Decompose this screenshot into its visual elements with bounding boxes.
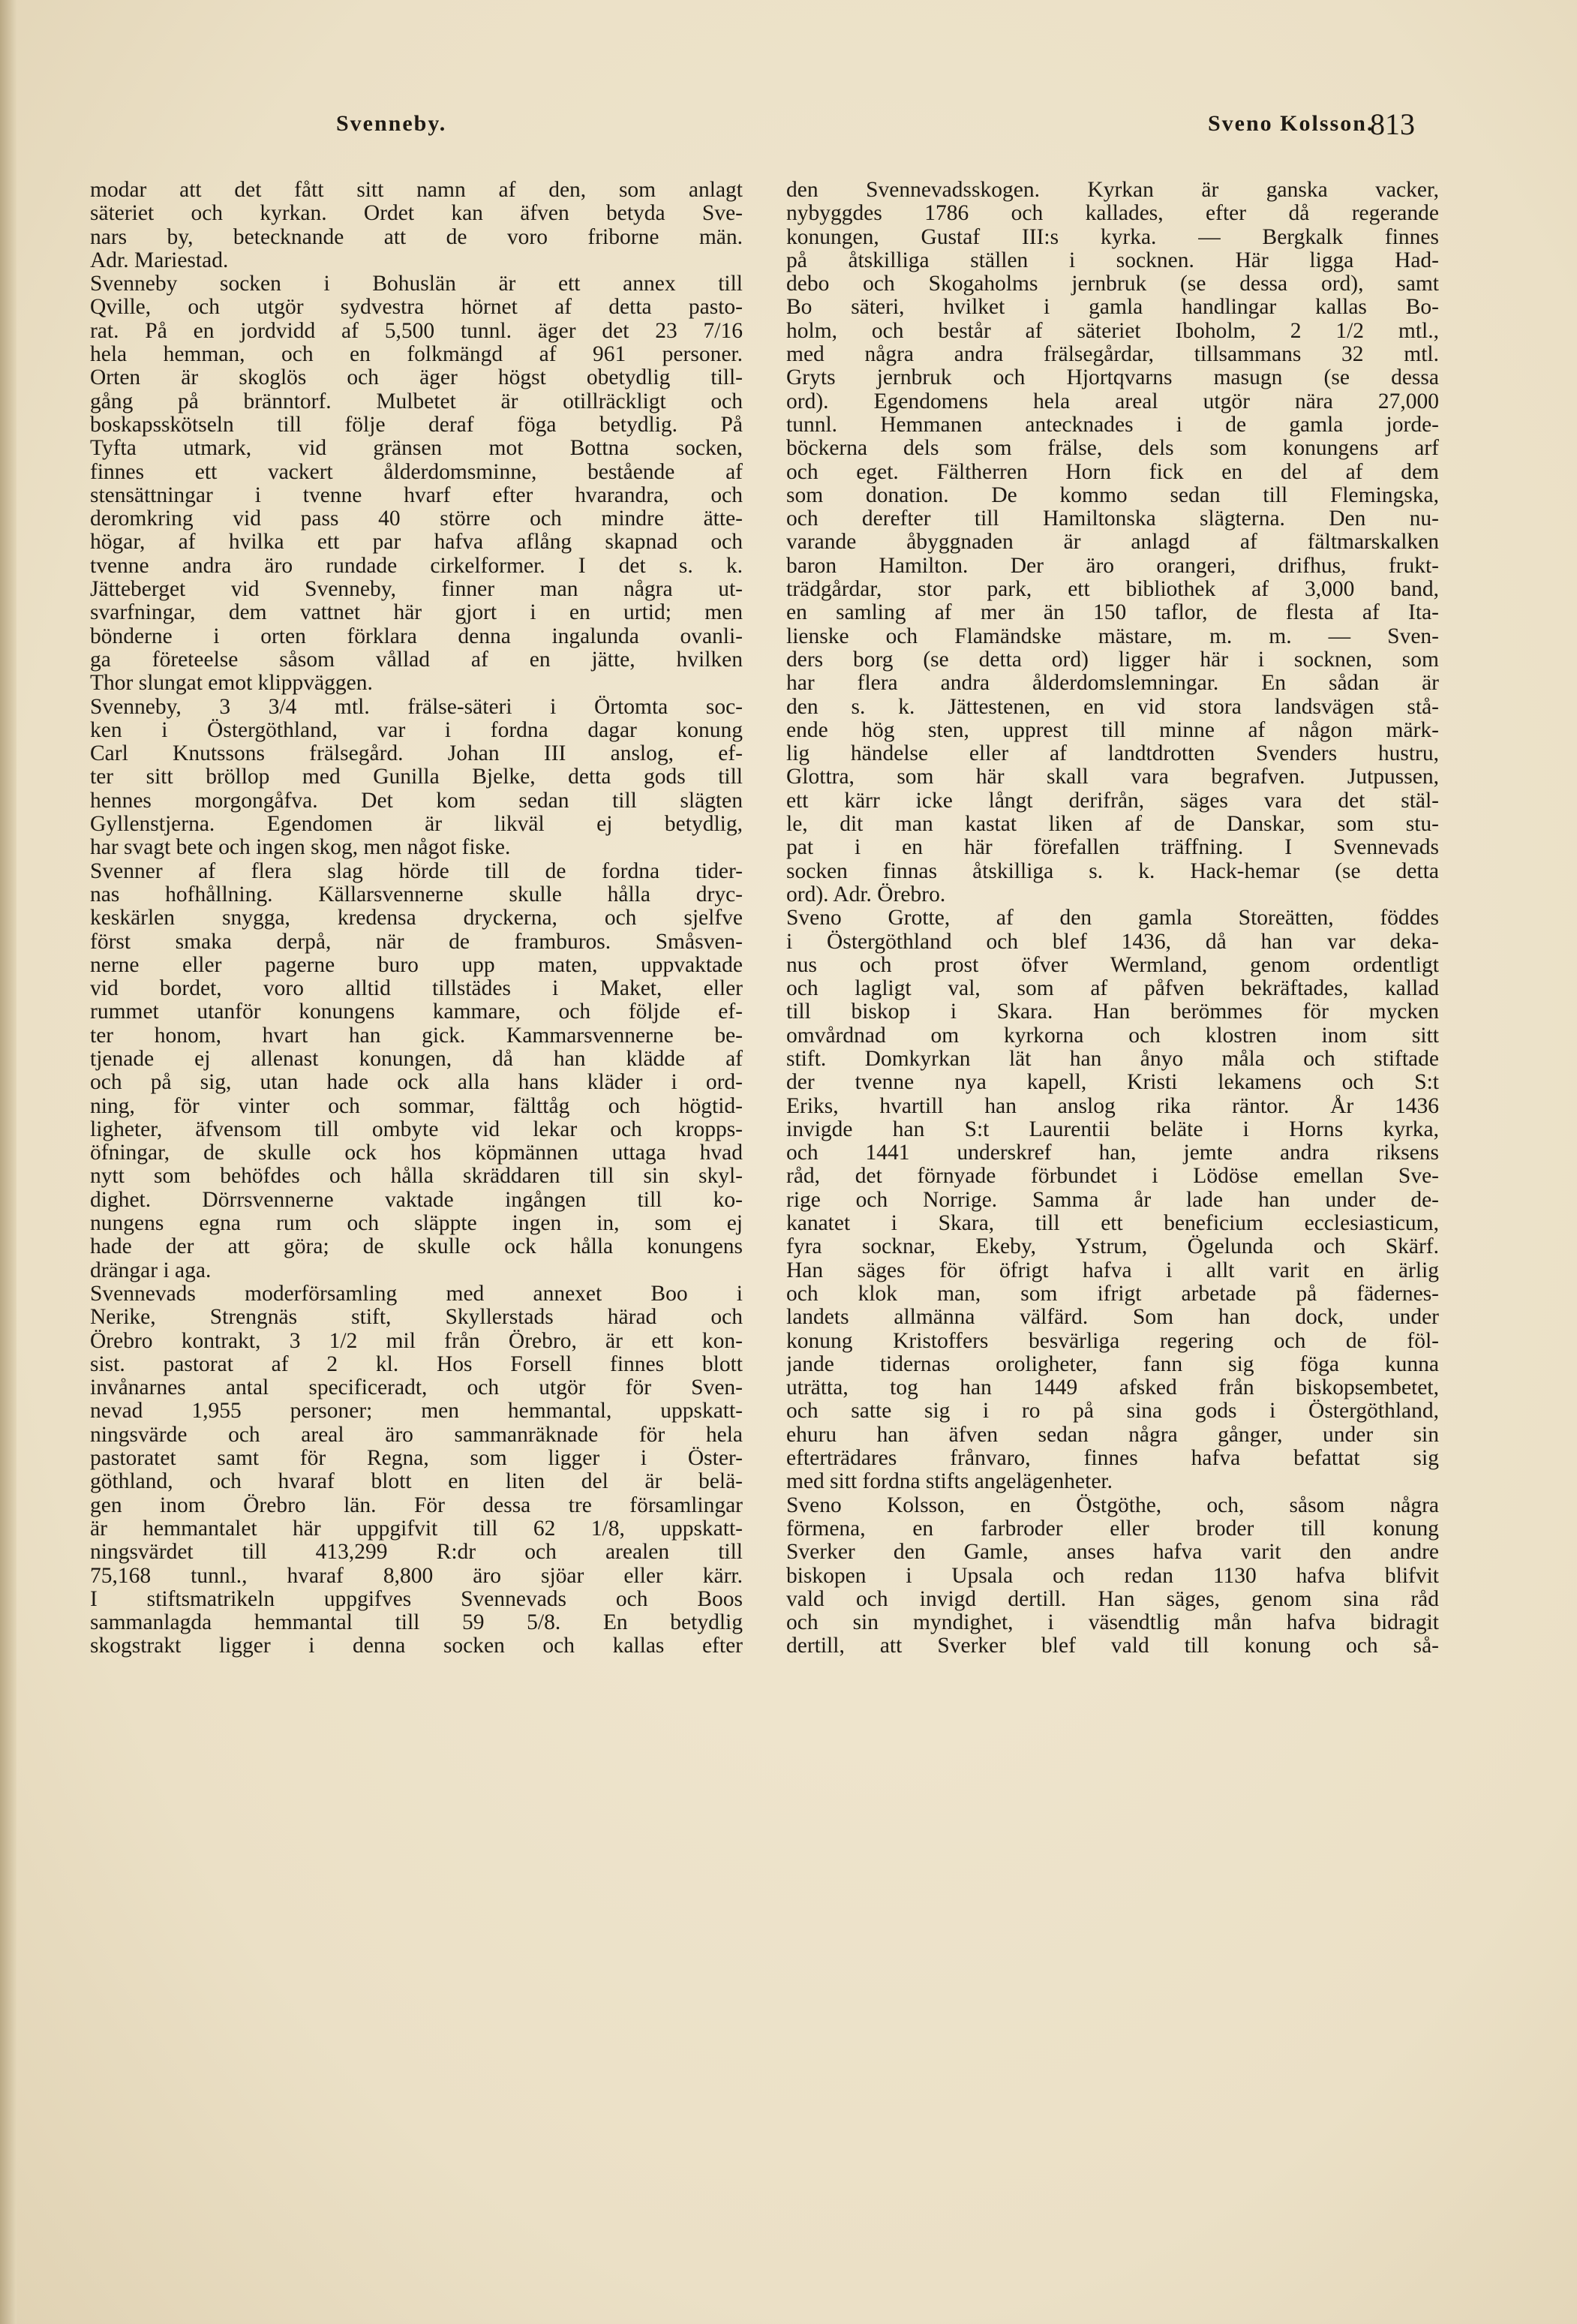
text-line: jande tidernas oroligheter, fann sig föga kunna <box>786 1352 1439 1376</box>
page-number: 813 <box>1370 107 1415 141</box>
text-line: ders borg (se detta ord) ligger här i socknen, som <box>786 648 1439 672</box>
text-line: öfningar, de skulle ock hos köpmännen uttaga hvad <box>90 1141 743 1165</box>
text-line: rat. På en jordvidd af 5,500 tunnl. äger det 23 7/16 <box>90 319 743 343</box>
text-line: trädgårdar, stor park, ett bibliothek af 3,000 band, <box>786 578 1439 602</box>
text-line: Orten är skoglös och äger högst obetydlig till- <box>90 366 743 390</box>
text-line: hela hemman, och en folkmängd af 961 personer. <box>90 343 743 367</box>
text-line: konungen, Gustaf III:s kyrka. — Bergkalk finnes <box>786 225 1439 249</box>
text-column-right <box>786 179 1439 1658</box>
text-line: Carl Knutssons frälsegård. Johan III anslog, ef- <box>90 742 743 766</box>
text-line: till biskop i Skara. Han berömmes för mycken <box>786 1000 1439 1024</box>
text-line: dertill, att Sverker blef vald till konung och så- <box>786 1634 1439 1658</box>
text-line: Svennevads moderförsamling med annexet Boo i <box>90 1282 743 1306</box>
text-line: biskopen i Upsala och redan 1130 hafva blifvit <box>786 1564 1439 1588</box>
text-line: rummet utanför konungens kammare, och följde ef- <box>90 1000 743 1024</box>
text-line: omvårdnad om kyrkorna och klostren inom sitt <box>786 1024 1439 1048</box>
text-line: Adr. Mariestad. <box>90 248 229 272</box>
text-line: ligheter, äfvensom till ombyte vid lekar och kropps- <box>90 1117 743 1141</box>
text-line: Örebro kontrakt, 3 1/2 mil från Örebro, är ett kon- <box>90 1329 743 1353</box>
text-line: är hemmantalet här uppgifvit till 62 1/8, uppskatt- <box>90 1517 743 1541</box>
text-line: tunnl. Hemmanen antecknades i de gamla jorde- <box>786 413 1439 437</box>
text-line: hennes morgongåfva. Det kom sedan till slägten <box>90 789 743 813</box>
text-line: fyra socknar, Ekeby, Ystrum, Ögelunda och Skärf. <box>786 1235 1439 1259</box>
text-line: kanatet i Skara, till ett beneficium ecclesiasticum, <box>786 1212 1439 1236</box>
text-line: Svenneby socken i Bohuslän är ett annex till <box>90 272 743 296</box>
text-line: tvenne andra äro rundade cirkelformer. I det s. k. <box>90 554 743 578</box>
text-line: ehuru han äfven sedan några gånger, under sin <box>786 1423 1439 1447</box>
text-line: varande åbyggnaden är anlagd af fältmarskalken <box>786 531 1439 555</box>
text-line: nus och prost öfver Wermland, genom ordentligt <box>786 953 1439 977</box>
text-line: ken i Östergöthland, var i fordna dagar konung <box>90 718 743 742</box>
text-line: har flera andra ålderdomslemningar. En sådan är <box>786 672 1439 696</box>
text-line: nas hofhållning. Källarsvennerne skulle hålla dryc- <box>90 882 743 906</box>
text-line: Eriks, hvartill han anslog rika räntor. År 1436 <box>786 1094 1439 1118</box>
text-line: ord). Adr. Örebro. <box>786 882 946 906</box>
text-line: landets allmänna välfärd. Som han dock, under <box>786 1306 1439 1330</box>
text-line: med några andra frälsegårdar, tillsammans 32 mtl. <box>786 343 1439 367</box>
text-line: förmena, en farbroder eller broder till konung <box>786 1517 1439 1541</box>
text-line: le, dit man kastat liken af de Danskar, som stu- <box>786 813 1439 837</box>
text-line: och eget. Fältherren Horn fick en del af dem <box>786 460 1439 484</box>
text-line: gång på bränntorf. Mulbetet är otillräckligt och <box>90 389 743 413</box>
text-line: pastoratet samt för Regna, som ligger i Öster- <box>90 1447 743 1471</box>
text-line: boskapsskötseln till följe deraf föga betydlig. På <box>90 413 743 437</box>
text-line: skogstrakt ligger i denna socken och kallas efter <box>90 1634 743 1658</box>
text-line: nevad 1,955 personer; men hemmantal, uppskatt- <box>90 1400 743 1424</box>
text-line: Svenner af flera slag hörde till de fordna tider- <box>90 859 743 883</box>
text-line: Sveno Grotte, af den gamla Storeätten, föddes <box>786 906 1439 931</box>
text-line: invånarnes antal specificeradt, och utgör för Sven- <box>90 1376 743 1400</box>
text-line: vid bordet, voro alltid tillstädes i Maket, eller <box>90 977 743 1001</box>
text-line: bönderne i orten förklara denna ingalunda ovanli- <box>90 624 743 648</box>
text-line: keskärlen snygga, kredensa dryckerna, och sjelfve <box>90 906 743 931</box>
text-line: och klok man, som ifrigt arbetade på fädernes- <box>786 1282 1439 1306</box>
text-line: Tyfta utmark, vid gränsen mot Bottna socken, <box>90 437 743 461</box>
text-line: modar att det fått sitt namn af den, som anlagt <box>90 179 743 202</box>
text-line: en samling af mer än 150 taflor, de flesta af Ita- <box>786 601 1439 625</box>
text-line: holm, och består af säteriet Iboholm, 2 1/2 mtl., <box>786 319 1439 343</box>
text-line: Sveno Kolsson, en Östgöthe, och, såsom några <box>786 1493 1439 1517</box>
header-right-word: Sveno Kolsson. <box>1208 111 1374 136</box>
text-line: nars by, betecknande att de voro friborne män. <box>90 225 743 249</box>
text-line: rige och Norrige. Samma år lade han under de- <box>786 1188 1439 1212</box>
text-line: som donation. De kommo sedan till Flemingska, <box>786 483 1439 507</box>
text-line: den Svennevadsskogen. Kyrkan är ganska vacker, <box>786 179 1439 202</box>
text-line: hade der att göra; de skulle ock hålla konungens <box>90 1235 743 1259</box>
text-line: Han säges för öfrigt hafva i allt varit en ärlig <box>786 1258 1439 1282</box>
text-line: den s. k. Jättestenen, en vid stora landsvägen stå- <box>786 695 1439 719</box>
text-line: i Östergöthland och blef 1436, då han var deka- <box>786 930 1439 954</box>
text-line: 75,168 tunnl., hvaraf 8,800 äro sjöar eller kärr. <box>90 1564 743 1588</box>
text-line: och på sig, utan hade ock alla hans kläder i ord- <box>90 1071 743 1095</box>
text-line: vald och invigd dertill. Han säges, genom sina råd <box>786 1587 1439 1611</box>
text-line: och derefter till Hamiltonska slägterna. Den nu- <box>786 507 1439 531</box>
text-line: ningsvärdet till 413,299 R:dr och arealen till <box>90 1541 743 1565</box>
text-line: ningsvärde och areal äro sammanräknade för hela <box>90 1423 743 1447</box>
text-line: nerne eller pagerne buro upp maten, uppvaktade <box>90 953 743 977</box>
text-line: Gryts jernbruk och Hjortqvarns masugn (se dessa <box>786 366 1439 390</box>
text-line: invigde han S:t Laurentii beläte i Horns kyrka, <box>786 1117 1439 1141</box>
text-line: ett kärr icke långt derifrån, säges vara det stäl- <box>786 789 1439 813</box>
text-line: stift. Domkyrkan lät han ånyo måla och stiftade <box>786 1047 1439 1071</box>
text-line: Thor slungat emot klippväggen. <box>90 672 373 696</box>
text-line: drängar i aga. <box>90 1258 212 1282</box>
text-line: stensättningar i tvenne hvarf efter hvarandra, och <box>90 483 743 507</box>
header-left-word: Svenneby. <box>336 111 447 136</box>
text-line: har svagt bete och ingen skog, men något fiske. <box>90 836 511 860</box>
text-line: och sin myndighet, i väsendtlig mån hafva bidragit <box>786 1611 1439 1635</box>
text-line: ga företeelse såsom vållad af en jätte, hvilken <box>90 648 743 672</box>
text-line: I stiftsmatrikeln uppgifves Svennevads och Boos <box>90 1587 743 1611</box>
text-line: ende hög sten, upprest till minne af någon märk- <box>786 718 1439 742</box>
text-line: konung Kristoffers besvärliga regering och de föl- <box>786 1329 1439 1353</box>
text-line: Sverker den Gamle, anses hafva varit den andre <box>786 1541 1439 1565</box>
text-line: sist. pastorat af 2 kl. Hos Forsell finnes blott <box>90 1352 743 1376</box>
text-line: nybyggdes 1786 och kallades, efter då regerande <box>786 202 1439 226</box>
text-line: der tvenne nya kapell, Kristi lekamens och S:t <box>786 1071 1439 1095</box>
text-line: finnes ett vackert ålderdomsminne, bestående af <box>90 460 743 484</box>
running-header <box>0 107 1577 156</box>
text-line: sammanlagda hemmantal till 59 5/8. En betydlig <box>90 1611 743 1635</box>
text-line: pat i en här förefallen träffning. I Svennevads <box>786 836 1439 860</box>
text-line: och lagligt val, som af påfven bekräftades, kallad <box>786 977 1439 1001</box>
text-line: debo och Skogaholms jernbruk (se dessa ord), samt <box>786 272 1439 296</box>
text-line: nungens egna rum och släppte ingen in, som ej <box>90 1212 743 1236</box>
text-column-left <box>90 179 743 1658</box>
text-line: Gyllenstjerna. Egendomen är likväl ej betydlig, <box>90 813 743 837</box>
text-line: lig händelse eller af landtdrotten Svenders hustru, <box>786 742 1439 766</box>
text-line: deromkring vid pass 40 större och mindre ätte- <box>90 507 743 531</box>
text-line: Qville, och utgör sydvestra hörnet af detta pasto- <box>90 296 743 320</box>
text-line: råd, det förnyade förbundet i Lödöse emellan Sve- <box>786 1165 1439 1189</box>
text-line: och 1441 underskref han, jemte andra riksens <box>786 1141 1439 1165</box>
text-line: högar, af hvilka ett par hafva aflång skapnad och <box>90 531 743 555</box>
text-line: lienske och Flamändske mästare, m. m. — Sven- <box>786 624 1439 648</box>
text-line: ter sitt bröllop med Gunilla Bjelke, detta gods till <box>90 765 743 789</box>
text-line: Jätteberget vid Svenneby, finner man några ut- <box>90 578 743 602</box>
text-line: med sitt fordna stifts angelägenheter. <box>786 1470 1113 1494</box>
page-binding-edge <box>0 0 17 2324</box>
text-line: Bo säteri, hvilket i gamla handlingar kallas Bo- <box>786 296 1439 320</box>
text-line: på åtskilliga ställen i socknen. Här ligga Had- <box>786 248 1439 272</box>
text-line: Svenneby, 3 3/4 mtl. frälse-säteri i Örtomta soc- <box>90 695 743 719</box>
text-line: först smaka derpå, när de framburos. Småsven- <box>90 930 743 954</box>
text-line: Nerike, Strengnäs stift, Skyllerstads härad och <box>90 1306 743 1330</box>
text-line: nytt som behöfdes och hålla skräddaren till sin skyl- <box>90 1165 743 1189</box>
text-line: Glottra, som här skall vara begrafven. Jutpussen, <box>786 765 1439 789</box>
text-line: tjenade ej allenast konungen, då han klädde af <box>90 1047 743 1071</box>
text-line: säteriet och kyrkan. Ordet kan äfven betyda Sve- <box>90 202 743 226</box>
text-line: uträtta, tog han 1449 afsked från biskopsembetet, <box>786 1376 1439 1400</box>
text-line: baron Hamilton. Der äro orangeri, drifhus, frukt- <box>786 554 1439 578</box>
text-line: ord). Egendomens hela areal utgör nära 27,000 <box>786 389 1439 413</box>
text-line: socken finnas åtskilliga s. k. Hack-hemar (se detta <box>786 859 1439 883</box>
text-line: ning, för vinter och sommar, fälttåg och högtid- <box>90 1094 743 1118</box>
text-line: göthland, och hvaraf blott en liten del är belä- <box>90 1470 743 1494</box>
text-line: ter honom, hvart han gick. Kammarsvennerne be- <box>90 1024 743 1048</box>
text-line: och satte sig i ro på sina gods i Östergöthland, <box>786 1400 1439 1424</box>
text-line: efterträdares frånvaro, finnes hafva befattat sig <box>786 1447 1439 1471</box>
text-line: dighet. Dörrsvennerne vaktade ingången till ko- <box>90 1188 743 1212</box>
text-line: böckerna dels som frälse, dels som konungens arf <box>786 437 1439 461</box>
text-line: gen inom Örebro län. För dessa tre församlingar <box>90 1493 743 1517</box>
text-line: svarfningar, dem vattnet här gjort i en urtid; men <box>90 601 743 625</box>
